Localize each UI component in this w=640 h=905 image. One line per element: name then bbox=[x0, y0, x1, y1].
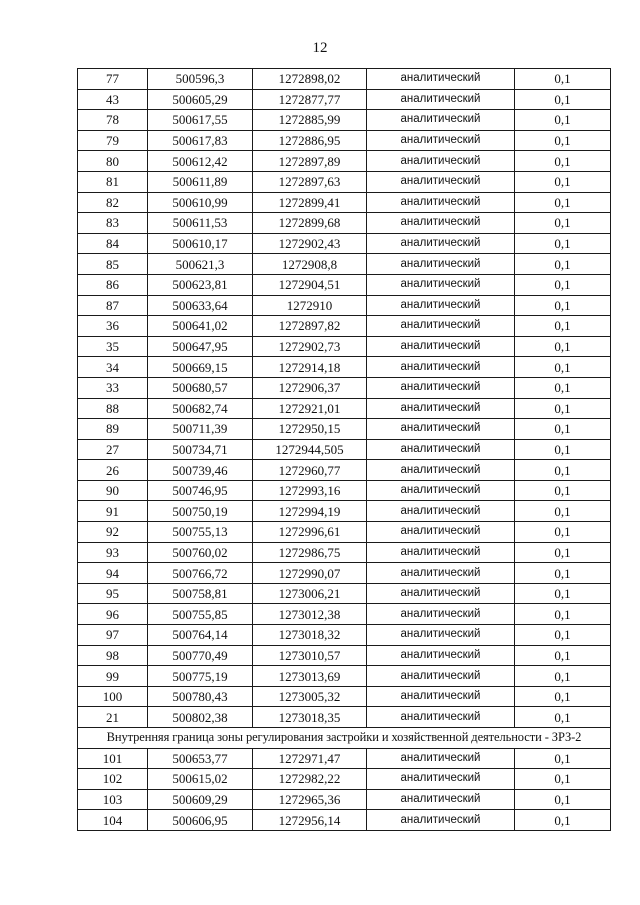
point-number-cell: 103 bbox=[78, 789, 148, 810]
x-coordinate-cell: 500610,17 bbox=[148, 233, 253, 254]
table-row bbox=[78, 604, 611, 625]
point-number-cell: 102 bbox=[78, 769, 148, 790]
x-coordinate-cell: 500641,02 bbox=[148, 316, 253, 337]
method-cell: аналитический bbox=[367, 769, 515, 790]
y-coordinate-cell: 1272908,8 bbox=[253, 254, 367, 275]
y-coordinate-cell: 1272960,77 bbox=[253, 460, 367, 481]
accuracy-cell: 0,1 bbox=[515, 130, 611, 151]
accuracy-cell: 0,1 bbox=[515, 789, 611, 810]
table-row bbox=[78, 213, 611, 234]
table-row bbox=[78, 398, 611, 419]
point-number-cell: 43 bbox=[78, 89, 148, 110]
y-coordinate-cell: 1273018,32 bbox=[253, 625, 367, 646]
x-coordinate-cell: 500615,02 bbox=[148, 769, 253, 790]
method-cell: аналитический bbox=[367, 501, 515, 522]
y-coordinate-cell: 1272971,47 bbox=[253, 748, 367, 769]
y-coordinate-cell: 1272885,99 bbox=[253, 110, 367, 131]
y-coordinate-cell: 1272982,22 bbox=[253, 769, 367, 790]
y-coordinate-cell: 1272897,63 bbox=[253, 171, 367, 192]
method-cell: аналитический bbox=[367, 254, 515, 275]
x-coordinate-cell: 500605,29 bbox=[148, 89, 253, 110]
y-coordinate-cell: 1273010,57 bbox=[253, 645, 367, 666]
point-number-cell: 92 bbox=[78, 522, 148, 543]
y-coordinate-cell: 1272994,19 bbox=[253, 501, 367, 522]
accuracy-cell: 0,1 bbox=[515, 377, 611, 398]
accuracy-cell: 0,1 bbox=[515, 686, 611, 707]
table-row bbox=[78, 625, 611, 646]
table-row bbox=[78, 769, 611, 790]
table-row bbox=[78, 480, 611, 501]
x-coordinate-cell: 500739,46 bbox=[148, 460, 253, 481]
x-coordinate-cell: 500780,43 bbox=[148, 686, 253, 707]
point-number-cell: 98 bbox=[78, 645, 148, 666]
method-cell: аналитический bbox=[367, 398, 515, 419]
page-number: 12 bbox=[312, 40, 328, 56]
accuracy-cell: 0,1 bbox=[515, 501, 611, 522]
x-coordinate-cell: 500623,81 bbox=[148, 274, 253, 295]
table-row bbox=[78, 130, 611, 151]
method-cell: аналитический bbox=[367, 295, 515, 316]
table-row bbox=[78, 110, 611, 131]
table-row bbox=[78, 171, 611, 192]
method-cell: аналитический bbox=[367, 89, 515, 110]
accuracy-cell: 0,1 bbox=[515, 274, 611, 295]
table-row bbox=[78, 583, 611, 604]
point-number-cell: 77 bbox=[78, 69, 148, 90]
section-title: Внутренняя граница зоны регулирования застройки и хозяйственной деятельности - ЗРЗ-2 bbox=[78, 728, 611, 749]
method-cell: аналитический bbox=[367, 274, 515, 295]
point-number-cell: 90 bbox=[78, 480, 148, 501]
section-title-row bbox=[78, 728, 611, 749]
y-coordinate-cell: 1273018,35 bbox=[253, 707, 367, 728]
accuracy-cell: 0,1 bbox=[515, 439, 611, 460]
accuracy-cell: 0,1 bbox=[515, 336, 611, 357]
method-cell: аналитический bbox=[367, 151, 515, 172]
y-coordinate-cell: 1272877,77 bbox=[253, 89, 367, 110]
accuracy-cell: 0,1 bbox=[515, 192, 611, 213]
accuracy-cell: 0,1 bbox=[515, 69, 611, 90]
point-number-cell: 93 bbox=[78, 542, 148, 563]
method-cell: аналитический bbox=[367, 625, 515, 646]
accuracy-cell: 0,1 bbox=[515, 707, 611, 728]
x-coordinate-cell: 500633,64 bbox=[148, 295, 253, 316]
y-coordinate-cell: 1272956,14 bbox=[253, 810, 367, 831]
y-coordinate-cell: 1272921,01 bbox=[253, 398, 367, 419]
y-coordinate-cell: 1272996,61 bbox=[253, 522, 367, 543]
x-coordinate-cell: 500596,3 bbox=[148, 69, 253, 90]
y-coordinate-cell: 1272902,43 bbox=[253, 233, 367, 254]
point-number-cell: 104 bbox=[78, 810, 148, 831]
accuracy-cell: 0,1 bbox=[515, 583, 611, 604]
x-coordinate-cell: 500612,42 bbox=[148, 151, 253, 172]
y-coordinate-cell: 1272902,73 bbox=[253, 336, 367, 357]
method-cell: аналитический bbox=[367, 233, 515, 254]
accuracy-cell: 0,1 bbox=[515, 89, 611, 110]
point-number-cell: 35 bbox=[78, 336, 148, 357]
point-number-cell: 79 bbox=[78, 130, 148, 151]
method-cell: аналитический bbox=[367, 645, 515, 666]
x-coordinate-cell: 500669,15 bbox=[148, 357, 253, 378]
y-coordinate-cell: 1272914,18 bbox=[253, 357, 367, 378]
x-coordinate-cell: 500606,95 bbox=[148, 810, 253, 831]
coordinates-table-body bbox=[78, 69, 611, 831]
x-coordinate-cell: 500610,99 bbox=[148, 192, 253, 213]
table-row bbox=[78, 707, 611, 728]
y-coordinate-cell: 1272899,68 bbox=[253, 213, 367, 234]
coordinates-table bbox=[77, 68, 611, 831]
point-number-cell: 83 bbox=[78, 213, 148, 234]
x-coordinate-cell: 500770,49 bbox=[148, 645, 253, 666]
table-row bbox=[78, 254, 611, 275]
accuracy-cell: 0,1 bbox=[515, 748, 611, 769]
y-coordinate-cell: 1272897,89 bbox=[253, 151, 367, 172]
y-coordinate-cell: 1273005,32 bbox=[253, 686, 367, 707]
accuracy-cell: 0,1 bbox=[515, 213, 611, 234]
method-cell: аналитический bbox=[367, 316, 515, 337]
method-cell: аналитический bbox=[367, 213, 515, 234]
y-coordinate-cell: 1272899,41 bbox=[253, 192, 367, 213]
accuracy-cell: 0,1 bbox=[515, 398, 611, 419]
y-coordinate-cell: 1272906,37 bbox=[253, 377, 367, 398]
point-number-cell: 80 bbox=[78, 151, 148, 172]
y-coordinate-cell: 1272910 bbox=[253, 295, 367, 316]
point-number-cell: 97 bbox=[78, 625, 148, 646]
point-number-cell: 96 bbox=[78, 604, 148, 625]
method-cell: аналитический bbox=[367, 563, 515, 584]
y-coordinate-cell: 1273013,69 bbox=[253, 666, 367, 687]
x-coordinate-cell: 500711,39 bbox=[148, 419, 253, 440]
x-coordinate-cell: 500611,89 bbox=[148, 171, 253, 192]
x-coordinate-cell: 500617,83 bbox=[148, 130, 253, 151]
y-coordinate-cell: 1272950,15 bbox=[253, 419, 367, 440]
method-cell: аналитический bbox=[367, 707, 515, 728]
x-coordinate-cell: 500764,14 bbox=[148, 625, 253, 646]
point-number-cell: 27 bbox=[78, 439, 148, 460]
point-number-cell: 94 bbox=[78, 563, 148, 584]
table-row bbox=[78, 233, 611, 254]
x-coordinate-cell: 500750,19 bbox=[148, 501, 253, 522]
method-cell: аналитический bbox=[367, 336, 515, 357]
table-row bbox=[78, 460, 611, 481]
accuracy-cell: 0,1 bbox=[515, 460, 611, 481]
point-number-cell: 99 bbox=[78, 666, 148, 687]
table-row bbox=[78, 336, 611, 357]
x-coordinate-cell: 500760,02 bbox=[148, 542, 253, 563]
point-number-cell: 101 bbox=[78, 748, 148, 769]
accuracy-cell: 0,1 bbox=[515, 171, 611, 192]
y-coordinate-cell: 1273006,21 bbox=[253, 583, 367, 604]
accuracy-cell: 0,1 bbox=[515, 810, 611, 831]
y-coordinate-cell: 1272944,505 bbox=[253, 439, 367, 460]
method-cell: аналитический bbox=[367, 542, 515, 563]
table-row bbox=[78, 666, 611, 687]
accuracy-cell: 0,1 bbox=[515, 625, 611, 646]
x-coordinate-cell: 500617,55 bbox=[148, 110, 253, 131]
accuracy-cell: 0,1 bbox=[515, 254, 611, 275]
method-cell: аналитический bbox=[367, 789, 515, 810]
point-number-cell: 88 bbox=[78, 398, 148, 419]
accuracy-cell: 0,1 bbox=[515, 419, 611, 440]
table-row bbox=[78, 316, 611, 337]
point-number-cell: 78 bbox=[78, 110, 148, 131]
table-row bbox=[78, 542, 611, 563]
x-coordinate-cell: 500775,19 bbox=[148, 666, 253, 687]
accuracy-cell: 0,1 bbox=[515, 542, 611, 563]
y-coordinate-cell: 1272990,07 bbox=[253, 563, 367, 584]
method-cell: аналитический bbox=[367, 130, 515, 151]
table-row bbox=[78, 810, 611, 831]
accuracy-cell: 0,1 bbox=[515, 110, 611, 131]
accuracy-cell: 0,1 bbox=[515, 769, 611, 790]
x-coordinate-cell: 500609,29 bbox=[148, 789, 253, 810]
table-row bbox=[78, 274, 611, 295]
method-cell: аналитический bbox=[367, 686, 515, 707]
y-coordinate-cell: 1272986,75 bbox=[253, 542, 367, 563]
table-row bbox=[78, 192, 611, 213]
x-coordinate-cell: 500746,95 bbox=[148, 480, 253, 501]
x-coordinate-cell: 500755,85 bbox=[148, 604, 253, 625]
accuracy-cell: 0,1 bbox=[515, 522, 611, 543]
method-cell: аналитический bbox=[367, 604, 515, 625]
point-number-cell: 81 bbox=[78, 171, 148, 192]
x-coordinate-cell: 500647,95 bbox=[148, 336, 253, 357]
point-number-cell: 86 bbox=[78, 274, 148, 295]
method-cell: аналитический bbox=[367, 357, 515, 378]
accuracy-cell: 0,1 bbox=[515, 295, 611, 316]
table-row bbox=[78, 151, 611, 172]
x-coordinate-cell: 500755,13 bbox=[148, 522, 253, 543]
point-number-cell: 34 bbox=[78, 357, 148, 378]
x-coordinate-cell: 500682,74 bbox=[148, 398, 253, 419]
table-row bbox=[78, 439, 611, 460]
point-number-cell: 95 bbox=[78, 583, 148, 604]
accuracy-cell: 0,1 bbox=[515, 645, 611, 666]
y-coordinate-cell: 1272898,02 bbox=[253, 69, 367, 90]
table-row bbox=[78, 789, 611, 810]
point-number-cell: 87 bbox=[78, 295, 148, 316]
table-row bbox=[78, 501, 611, 522]
method-cell: аналитический bbox=[367, 748, 515, 769]
accuracy-cell: 0,1 bbox=[515, 604, 611, 625]
method-cell: аналитический bbox=[367, 110, 515, 131]
method-cell: аналитический bbox=[367, 192, 515, 213]
x-coordinate-cell: 500802,38 bbox=[148, 707, 253, 728]
y-coordinate-cell: 1272886,95 bbox=[253, 130, 367, 151]
point-number-cell: 85 bbox=[78, 254, 148, 275]
y-coordinate-cell: 1273012,38 bbox=[253, 604, 367, 625]
table-row bbox=[78, 686, 611, 707]
point-number-cell: 91 bbox=[78, 501, 148, 522]
accuracy-cell: 0,1 bbox=[515, 480, 611, 501]
point-number-cell: 100 bbox=[78, 686, 148, 707]
x-coordinate-cell: 500621,3 bbox=[148, 254, 253, 275]
table-row bbox=[78, 645, 611, 666]
accuracy-cell: 0,1 bbox=[515, 666, 611, 687]
y-coordinate-cell: 1272993,16 bbox=[253, 480, 367, 501]
method-cell: аналитический bbox=[367, 522, 515, 543]
table-row bbox=[78, 69, 611, 90]
point-number-cell: 84 bbox=[78, 233, 148, 254]
accuracy-cell: 0,1 bbox=[515, 151, 611, 172]
accuracy-cell: 0,1 bbox=[515, 233, 611, 254]
point-number-cell: 21 bbox=[78, 707, 148, 728]
x-coordinate-cell: 500766,72 bbox=[148, 563, 253, 584]
accuracy-cell: 0,1 bbox=[515, 357, 611, 378]
x-coordinate-cell: 500680,57 bbox=[148, 377, 253, 398]
table-row bbox=[78, 419, 611, 440]
table-row bbox=[78, 295, 611, 316]
method-cell: аналитический bbox=[367, 171, 515, 192]
table-row bbox=[78, 522, 611, 543]
method-cell: аналитический bbox=[367, 69, 515, 90]
x-coordinate-cell: 500653,77 bbox=[148, 748, 253, 769]
point-number-cell: 26 bbox=[78, 460, 148, 481]
x-coordinate-cell: 500734,71 bbox=[148, 439, 253, 460]
method-cell: аналитический bbox=[367, 439, 515, 460]
method-cell: аналитический bbox=[367, 810, 515, 831]
method-cell: аналитический bbox=[367, 460, 515, 481]
method-cell: аналитический bbox=[367, 419, 515, 440]
table-row bbox=[78, 357, 611, 378]
accuracy-cell: 0,1 bbox=[515, 316, 611, 337]
table-row bbox=[78, 377, 611, 398]
table-row bbox=[78, 89, 611, 110]
point-number-cell: 33 bbox=[78, 377, 148, 398]
method-cell: аналитический bbox=[367, 583, 515, 604]
accuracy-cell: 0,1 bbox=[515, 563, 611, 584]
point-number-cell: 89 bbox=[78, 419, 148, 440]
y-coordinate-cell: 1272904,51 bbox=[253, 274, 367, 295]
x-coordinate-cell: 500611,53 bbox=[148, 213, 253, 234]
method-cell: аналитический bbox=[367, 480, 515, 501]
x-coordinate-cell: 500758,81 bbox=[148, 583, 253, 604]
y-coordinate-cell: 1272897,82 bbox=[253, 316, 367, 337]
y-coordinate-cell: 1272965,36 bbox=[253, 789, 367, 810]
table-row bbox=[78, 748, 611, 769]
point-number-cell: 36 bbox=[78, 316, 148, 337]
table-row bbox=[78, 563, 611, 584]
method-cell: аналитический bbox=[367, 377, 515, 398]
point-number-cell: 82 bbox=[78, 192, 148, 213]
method-cell: аналитический bbox=[367, 666, 515, 687]
